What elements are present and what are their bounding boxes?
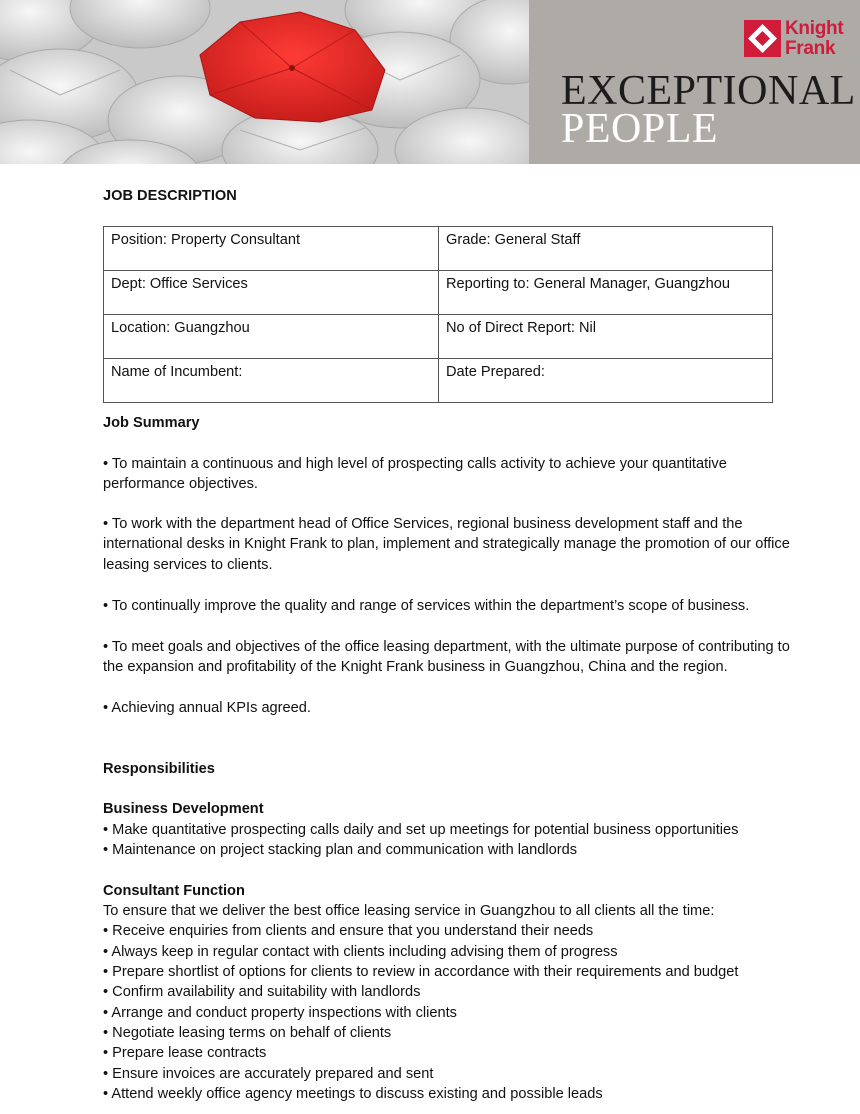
list-item: • Negotiate leasing terms on behalf of clients — [103, 1025, 392, 1041]
umbrella-photo — [0, 0, 529, 164]
list-item: • Always keep in regular contact with clients including advising them of progress — [103, 944, 618, 960]
consultant-intro: To ensure that we deliver the best office leasing service in Guangzhou to all clients all the time: — [103, 903, 715, 919]
list-item: • Prepare shortlist of options for clients to review in accordance with their requirements and budget — [103, 964, 739, 980]
knight-frank-logo — [744, 20, 844, 60]
business-development-heading: Business Development — [103, 801, 264, 817]
list-item: • Prepare lease contracts — [103, 1045, 267, 1061]
list-item: • Receive enquiries from clients and ensure that you understand their needs — [103, 923, 594, 939]
table-cell: Reporting to: General Manager, Guangzhou — [439, 271, 773, 315]
list-item: • Maintenance on project stacking plan and communication with landlords — [103, 842, 577, 858]
table-cell: No of Direct Report: Nil — [439, 315, 773, 359]
list-item: • Make quantitative prospecting calls daily and set up meetings for potential business opportunities — [103, 822, 739, 838]
summary-bullet: • Achieving annual KPIs agreed. — [103, 700, 311, 716]
summary-bullet: • To work with the department head of Office Services, regional business development staff and the international desks in Knight Frank to plan, implement and strategically manage the promotion of our office leasing services to clients. — [103, 516, 790, 573]
summary-bullet: • To meet goals and objectives of the office leasing department, with the ultimate purpose of contributing to the expansion and profitability of the Knight Frank business in Guangzhou, China and the region. — [103, 639, 790, 676]
table-row — [104, 315, 773, 359]
summary-bullet: • To maintain a continuous and high level of prospecting calls activity to achieve your quantitative performance objectives. — [103, 456, 727, 493]
info-table — [103, 226, 773, 403]
list-item: • Attend weekly office agency meetings to discuss existing and possible leads — [103, 1086, 603, 1102]
table-cell: Name of Incumbent: — [104, 359, 439, 403]
table-row — [104, 359, 773, 403]
table-cell: Grade: General Staff — [439, 227, 773, 271]
table-cell: Dept: Office Services — [104, 271, 439, 315]
consultant-function-heading: Consultant Function — [103, 883, 245, 899]
list-item: • Arrange and conduct property inspections with clients — [103, 1005, 457, 1021]
umbrella-illustration — [0, 0, 529, 164]
list-item: • Ensure invoices are accurately prepared and sent — [103, 1066, 434, 1082]
summary-bullet: • To continually improve the quality and range of services within the department’s scope of business. — [103, 598, 750, 614]
job-summary-heading: Job Summary — [103, 415, 200, 431]
table-row — [104, 271, 773, 315]
table-cell: Location: Guangzhou — [104, 315, 439, 359]
table-cell: Position: Property Consultant — [104, 227, 439, 271]
page-title: JOB DESCRIPTION — [103, 188, 237, 204]
table-row — [104, 227, 773, 271]
logo-text: Knight Frank — [785, 18, 844, 59]
tagline — [561, 68, 856, 152]
list-item: • Confirm availability and suitability with landlords — [103, 984, 421, 1000]
tagline-line1: EXCEPTIONAL — [561, 68, 856, 114]
responsibilities-heading: Responsibilities — [103, 761, 215, 777]
tagline-line2: PEOPLE — [561, 106, 719, 152]
table-cell: Date Prepared: — [439, 359, 773, 403]
knight-frank-mark-icon — [744, 20, 781, 57]
header-banner — [0, 0, 860, 164]
